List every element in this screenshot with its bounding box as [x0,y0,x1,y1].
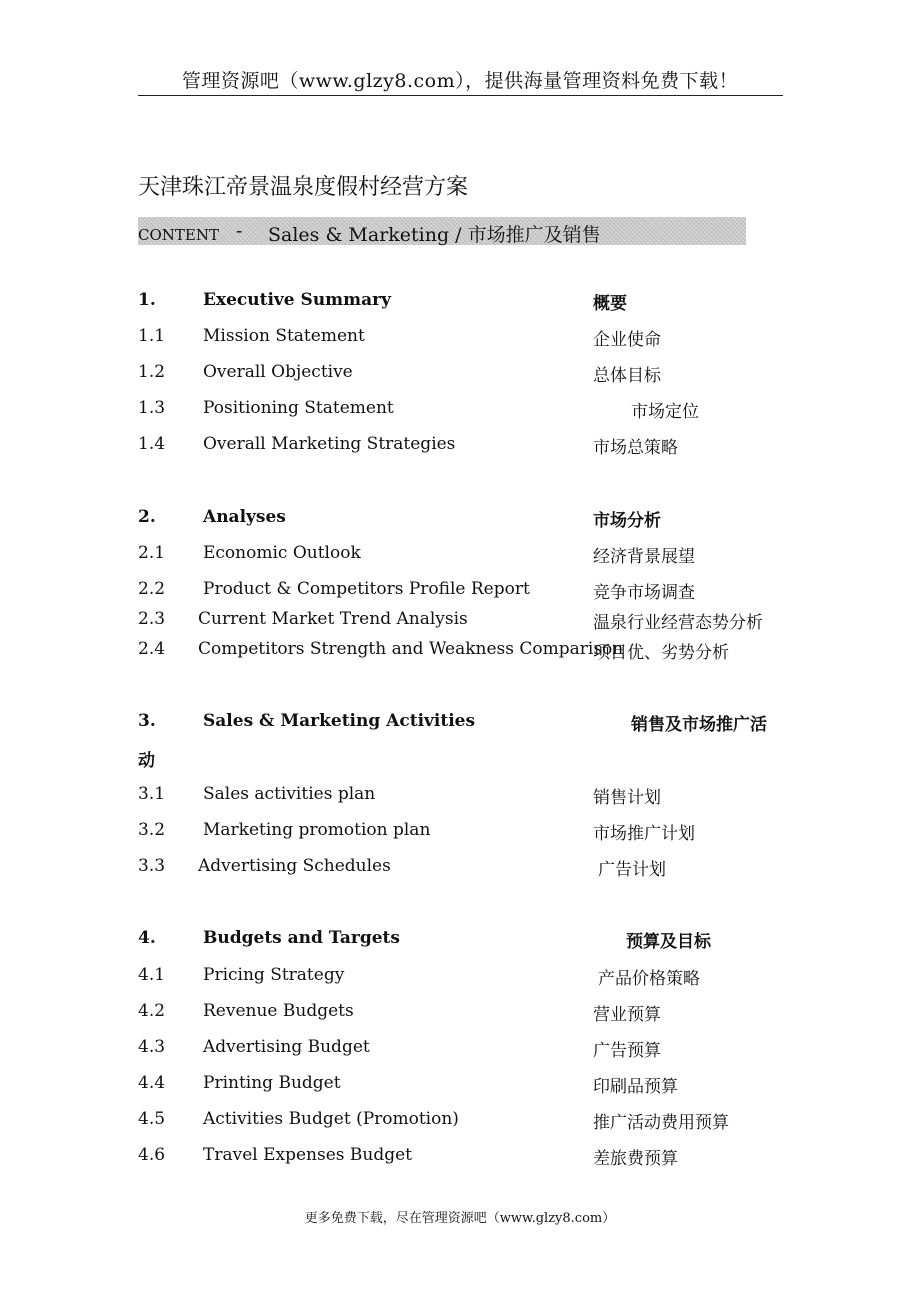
item-label-zh: 印刷品预算 [593,1077,678,1097]
item-number: 1.2 [138,362,166,382]
item-label: Activities Budget (Promotion) [203,1109,459,1129]
section-number: 2. [138,507,156,527]
item-label: Overall Marketing Strategies [203,434,456,454]
section-title-zh: 预算及目标 [626,932,711,952]
document-title: 天津珠江帝景温泉度假村经营方案 [138,175,469,200]
item-number: 4.4 [138,1073,166,1093]
section-number: 3. [138,711,156,731]
item-label-zh: 产品价格策略 [598,969,700,989]
item-number: 4.3 [138,1037,166,1057]
item-number: 1.1 [138,326,166,346]
item-label: Pricing Strategy [203,965,345,985]
section-title: Executive Summary [203,290,392,310]
section-title: Sales & Marketing Activities [203,711,476,731]
item-label: Advertising Budget [203,1037,370,1057]
item-label: Positioning Statement [203,398,394,418]
item-number: 4.1 [138,965,166,985]
item-number: 1.3 [138,398,166,418]
item-label: Advertising Schedules [198,856,391,876]
item-number: 4.5 [138,1109,166,1129]
item-label-zh: 竞争市场调查 [593,583,695,603]
item-number: 2.1 [138,543,166,563]
item-label: Competitors Strength and Weakness Comparison [198,639,624,659]
section-title-zh: 市场分析 [593,511,661,531]
item-label: Overall Objective [203,362,353,382]
item-number: 3.2 [138,820,166,840]
item-label: Economic Outlook [203,543,361,563]
item-label-zh: 营业预算 [593,1005,661,1025]
item-label-zh: 推广活动费用预算 [593,1113,729,1133]
item-label: Sales activities plan [203,784,376,804]
item-label-zh: 广告预算 [593,1041,661,1061]
item-label-zh: 市场定位 [631,402,699,422]
item-number: 2.3 [138,609,166,629]
item-number: 3.3 [138,856,166,876]
item-number: 2.4 [138,639,166,659]
header-divider [138,95,783,96]
item-number: 4.2 [138,1001,166,1021]
banner-dash: - [236,220,243,242]
item-label-zh: 差旅费预算 [593,1149,678,1169]
item-number: 2.2 [138,579,166,599]
item-label: Travel Expenses Budget [203,1145,413,1165]
section-title: Analyses [203,507,286,527]
item-label: Current Market Trend Analysis [198,609,468,629]
item-number: 3.1 [138,784,166,804]
item-label: Product & Competitors Profile Report [203,579,530,599]
item-label-zh: 总体目标 [593,366,661,386]
section-title-zh: 概要 [593,294,627,314]
item-number: 4.6 [138,1145,166,1165]
section-title-zh: 销售及市场推广活 [631,715,767,735]
banner-content-label: CONTENT [138,226,219,244]
section-title: Budgets and Targets [203,928,400,948]
item-label-zh: 企业使命 [593,330,661,350]
page-footer: 更多免费下载，尽在管理资源吧（www.glzy8.com） [304,1211,616,1226]
section-number: 1. [138,290,156,310]
item-label-zh: 市场总策略 [593,438,678,458]
banner-title: Sales & Marketing / 市场推广及销售 [268,224,601,246]
item-label: Mission Statement [203,326,365,346]
item-label-zh: 市场推广计划 [593,824,695,844]
page-header: 管理资源吧（www.glzy8.com），提供海量管理资料免费下载！ [181,70,739,92]
section-title-zh-continued: 动 [138,751,155,771]
item-label-zh: 项目优、劣势分析 [593,643,729,663]
section-number: 4. [138,928,156,948]
item-label-zh: 广告计划 [598,860,666,880]
item-label: Marketing promotion plan [203,820,431,840]
item-number: 1.4 [138,434,166,454]
item-label-zh: 温泉行业经营态势分析 [593,613,763,633]
item-label: Revenue Budgets [203,1001,354,1021]
item-label-zh: 经济背景展望 [593,547,695,567]
item-label: Printing Budget [203,1073,341,1093]
item-label-zh: 销售计划 [593,788,661,808]
